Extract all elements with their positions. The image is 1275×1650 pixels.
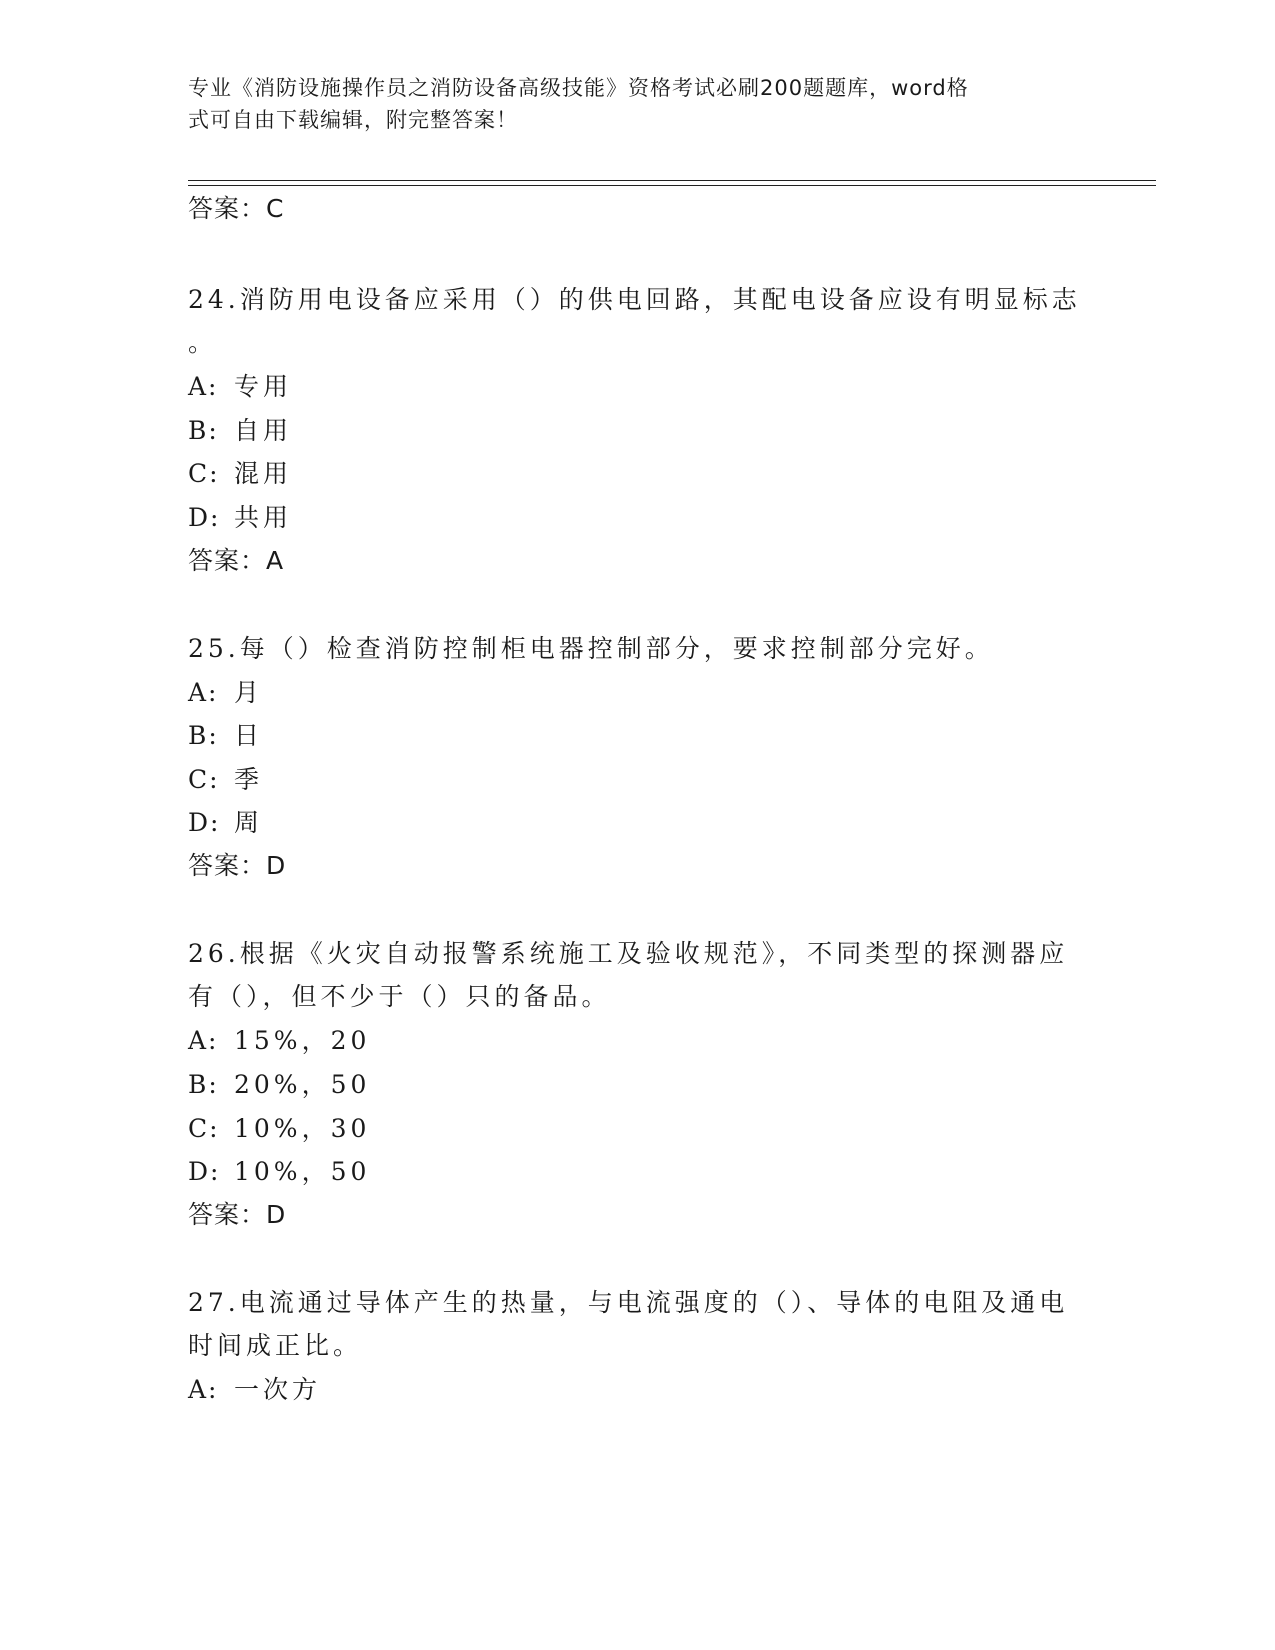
option-text: 20%，50 bbox=[234, 1070, 371, 1099]
q25-option-b bbox=[188, 721, 263, 751]
header-divider-top bbox=[188, 180, 1156, 181]
q24-option-c bbox=[188, 459, 292, 489]
option-text: 月 bbox=[234, 678, 264, 707]
option-text: 一次方 bbox=[234, 1375, 322, 1404]
option-key: C: bbox=[188, 459, 220, 488]
q27-stem-line-1: 27.电流通过导体产生的热量，与电流强度的（）、导体的电阻及通电 bbox=[188, 1288, 1069, 1317]
option-text: 周 bbox=[234, 808, 264, 837]
q24-option-b bbox=[188, 416, 292, 446]
header-divider-bottom bbox=[188, 185, 1156, 186]
q25-option-d bbox=[188, 808, 263, 838]
q24-option-d bbox=[188, 503, 292, 533]
option-text: 混用 bbox=[234, 459, 293, 488]
q26-stem-line-2: 有（），但不少于（）只的备品。 bbox=[188, 982, 611, 1011]
q25-option-c bbox=[188, 765, 263, 795]
q26-option-d bbox=[188, 1157, 370, 1187]
option-key: D: bbox=[188, 1157, 221, 1186]
option-key: D: bbox=[188, 808, 221, 837]
q25-answer: 答案：D bbox=[188, 851, 287, 880]
q25-option-a bbox=[188, 678, 263, 708]
option-text: 季 bbox=[234, 765, 264, 794]
prev-answer: 答案：C bbox=[188, 194, 285, 223]
option-key: A: bbox=[188, 1375, 219, 1404]
option-text: 共用 bbox=[234, 503, 293, 532]
q26-option-b bbox=[188, 1070, 370, 1100]
option-key: B: bbox=[188, 416, 219, 445]
option-text: 10%，50 bbox=[234, 1157, 371, 1186]
q24-stem-line-2: 。 bbox=[188, 328, 218, 357]
option-text: 10%，30 bbox=[234, 1114, 371, 1143]
header-line-1: 专业《消防设施操作员之消防设备高级技能》资格考试必刷200题题库，word格 bbox=[188, 76, 969, 100]
option-key: C: bbox=[188, 1114, 220, 1143]
q25-stem-line-1: 25.每（）检查消防控制柜电器控制部分，要求控制部分完好。 bbox=[188, 634, 994, 663]
option-key: A: bbox=[188, 678, 219, 707]
header-line-2: 式可自由下载编辑，附完整答案！ bbox=[188, 108, 518, 132]
option-text: 专用 bbox=[234, 372, 293, 401]
q24-option-a bbox=[188, 372, 292, 402]
option-key: C: bbox=[188, 765, 220, 794]
option-text: 自用 bbox=[234, 416, 293, 445]
q26-option-a bbox=[188, 1026, 370, 1056]
option-text: 15%，20 bbox=[234, 1026, 371, 1055]
option-key: B: bbox=[188, 1070, 219, 1099]
option-key: B: bbox=[188, 721, 219, 750]
q26-option-c bbox=[188, 1114, 370, 1144]
q27-stem-line-2: 时间成正比。 bbox=[188, 1331, 363, 1360]
option-key: D: bbox=[188, 503, 221, 532]
q26-answer: 答案：D bbox=[188, 1200, 287, 1229]
q24-stem-line-1: 24.消防用电设备应采用（）的供电回路，其配电设备应设有明显标志 bbox=[188, 285, 1081, 314]
q24-answer: 答案：A bbox=[188, 546, 285, 575]
q26-stem-line-1: 26.根据《火灾自动报警系统施工及验收规范》，不同类型的探测器应 bbox=[188, 939, 1069, 968]
q27-option-a bbox=[188, 1375, 321, 1405]
option-text: 日 bbox=[234, 721, 264, 750]
option-key: A: bbox=[188, 1026, 219, 1055]
document-header bbox=[188, 72, 1068, 136]
option-key: A: bbox=[188, 372, 219, 401]
